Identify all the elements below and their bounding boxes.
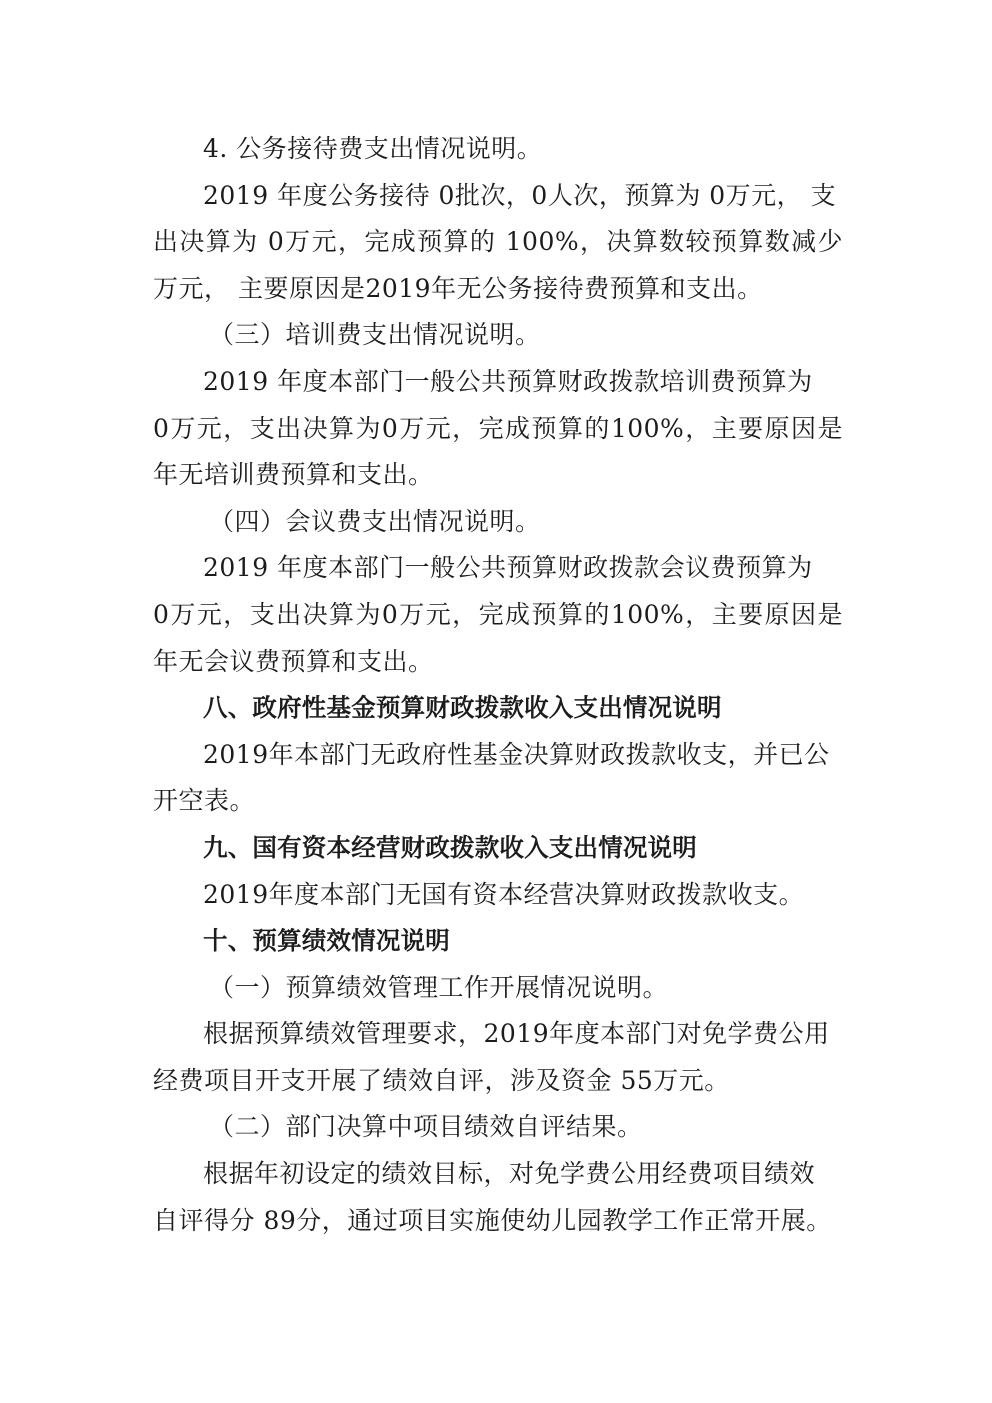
- paragraph-line: 2019年本部门无政府性基金决算财政拨款收支，并已公: [203, 739, 830, 769]
- paragraph-line: 0万元，支出决算为0万元，完成预算的100%，主要原因是: [153, 413, 843, 443]
- document-body: [153, 126, 843, 1244]
- paragraph-line: 0万元，支出决算为0万元，完成预算的100%，主要原因是: [153, 599, 843, 629]
- paragraph-line: 经费项目开支开展了绩效自评，涉及资金 55万元。: [153, 1065, 730, 1095]
- paragraph-line: 根据年初设定的绩效目标，对免学费公用经费项目绩效: [203, 1159, 816, 1189]
- item-heading-hospitality: 4. 公务接待费支出情况说明。: [203, 134, 543, 163]
- paragraph-line: 2019 年度本部门一般公共预算财政拨款会议费预算为: [203, 553, 813, 583]
- paragraph-line: 自评得分 89分，通过项目实施使幼儿园教学工作正常开展。: [153, 1205, 832, 1235]
- paragraph-line: 年无会议费预算和支出。: [153, 646, 434, 676]
- paragraph-line: 万元， 主要原因是2019年无公务接待费预算和支出。: [153, 273, 763, 303]
- paragraph-line: 2019 年度本部门一般公共预算财政拨款培训费预算为: [203, 366, 813, 396]
- paragraph-line: 开空表。: [153, 786, 256, 816]
- section-heading-performance: 十、预算绩效情况说明: [203, 926, 450, 956]
- paragraph-line: 2019年度本部门无国有资本经营决算财政拨款收支。: [203, 879, 805, 909]
- paragraph-line: 根据预算绩效管理要求，2019年度本部门对免学费公用: [203, 1019, 830, 1049]
- paragraph-line: 2019 年度公务接待 0批次，0人次，预算为 0万元， 支: [203, 180, 837, 210]
- section-heading-government-fund: 八、政府性基金预算财政拨款收入支出情况说明: [203, 693, 722, 723]
- paragraph-line: 出决算为 0万元，完成预算的 100%，决算数较预算数减少: [153, 227, 843, 257]
- subsection-heading-self-evaluation: （二）部门决算中项目绩效自评结果。: [209, 1112, 643, 1142]
- subsection-heading-performance-management: （一）预算绩效管理工作开展情况说明。: [209, 972, 669, 1002]
- subsection-heading-training: （三）培训费支出情况说明。: [209, 320, 541, 350]
- section-heading-state-capital: 九、国有资本经营财政拨款收入支出情况说明: [203, 832, 697, 862]
- subsection-heading-meetings: （四）会议费支出情况说明。: [209, 506, 541, 536]
- paragraph-line: 年无培训费预算和支出。: [153, 460, 434, 490]
